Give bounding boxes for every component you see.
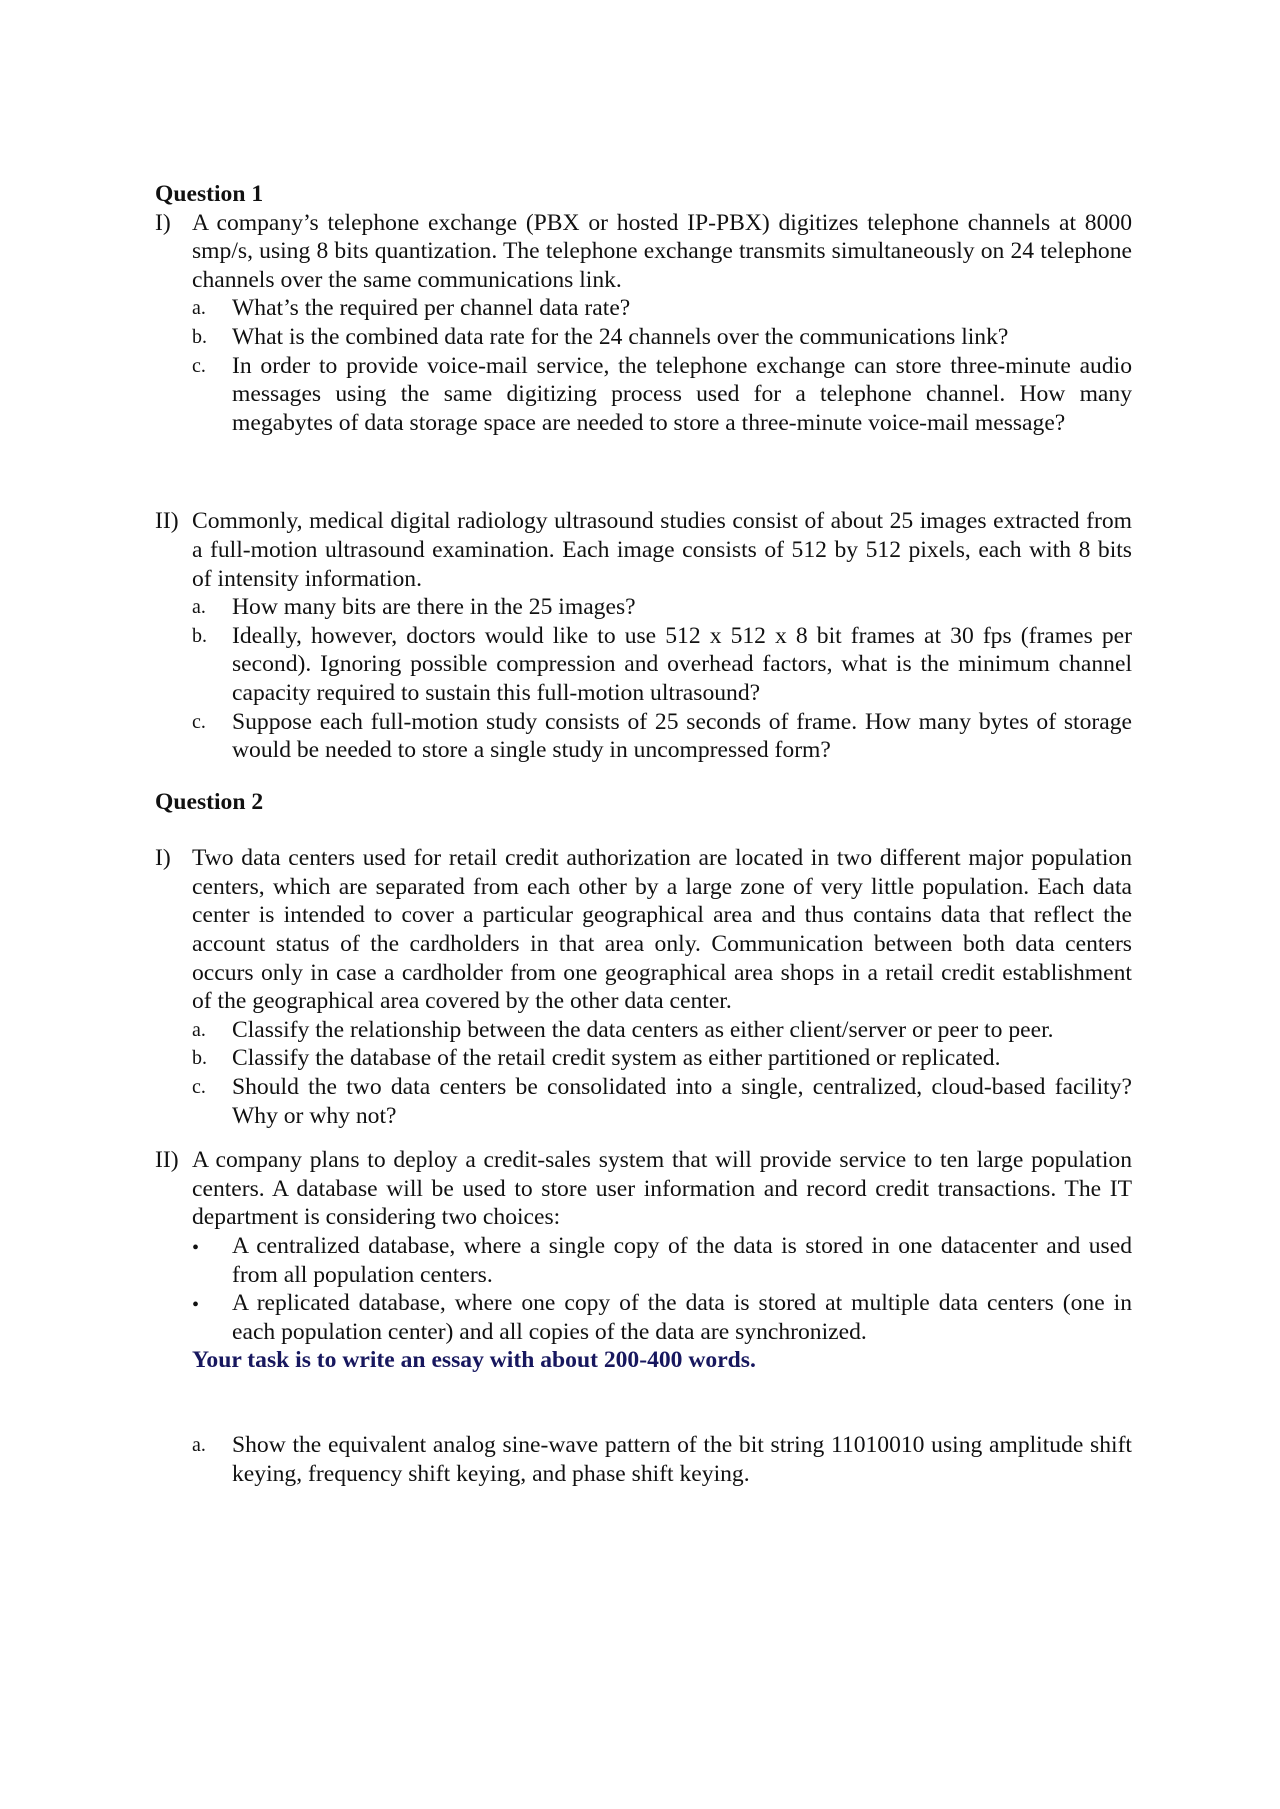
part-text: Two data centers used for retail credit authorization are located in two different major population centers, which are separated from each other by a large zone of very little population. Each data center is intended to cover a particular geographical area and thus contains data that reflect the account status of the cardholders in that area only. Communication between both data centers occurs only in case a cardholder from one geographical area shops in a retail credit establishment of the geographical area covered by the other data center. — [192, 845, 1132, 1015]
bullet-item — [192, 1289, 1132, 1346]
question-2-heading: Question 2 — [155, 788, 264, 815]
list-item — [192, 593, 1132, 622]
bullet-icon: • — [192, 1294, 200, 1317]
part-text: Commonly, medical digital radiology ultrasound studies consist of about 25 images extracted from a full-motion ultrasound examination. Each image consists of 512 by 512 pixels, each with 8 bits of intensity information. — [192, 508, 1132, 592]
bullet-icon: • — [192, 1237, 200, 1259]
item-label: c. — [192, 354, 206, 377]
q2-part-2-bullets — [155, 1232, 1132, 1346]
item-text: Suppose each full-motion study consists of 25 seconds of frame. How many bytes of storage would be needed to store a single study in uncompressed form? — [232, 708, 1132, 764]
item-label: b. — [192, 325, 207, 348]
list-item — [192, 294, 1132, 323]
q2-part-3-items — [155, 1431, 1132, 1488]
item-text: A replicated database, where one copy of the data is stored at multiple data centers (one in each population center) and all copies of the data are synchronized. — [232, 1290, 1132, 1345]
item-label: a. — [192, 1433, 206, 1456]
item-text: How many bits are there in the 25 images? — [232, 594, 636, 621]
q2-part-2 — [155, 1146, 1132, 1232]
q1-part-1 — [155, 209, 1132, 295]
question-1-heading: Question 1 — [155, 181, 264, 207]
list-item — [192, 323, 1132, 352]
part-text: A company’s telephone exchange (PBX or hosted IP-PBX) digitizes telephone channels at 8000 smp/s, using 8 bits quantization. The telephone exchange transmits simultaneously on 24 telephone channels over the same communications link. — [192, 209, 1132, 293]
part-number: II) — [155, 508, 179, 535]
q1-part-1-items — [155, 294, 1132, 437]
list-item — [192, 708, 1132, 765]
essay-task-instruction: Your task is to write an essay with about 200-400 words. — [192, 1347, 756, 1374]
list-item — [192, 1073, 1132, 1130]
item-label: c. — [192, 1076, 206, 1099]
item-text: Ideally, however, doctors would like to use 512 x 512 x 8 bit frames at 30 fps (frames per second). Ignoring possible compression and overhead factors, what is the minimum channel capacity required to sustain this full-motion ultrasound? — [232, 622, 1132, 706]
part-number: II) — [155, 1147, 179, 1174]
item-label: c. — [192, 710, 206, 733]
bullet-item — [192, 1232, 1132, 1289]
item-text: Show the equivalent analog sine-wave pattern of the bit string 11010010 using amplitude shift keying, frequency shift keying, and phase shift keying. — [232, 1431, 1132, 1487]
part-number: I) — [155, 845, 171, 872]
item-text: Classify the relationship between the data centers as either client/server or peer to peer. — [232, 1016, 1054, 1043]
list-item — [192, 1431, 1132, 1488]
item-text: Classify the database of the retail credit system as either partitioned or replicated. — [232, 1045, 1001, 1072]
part-number: I) — [155, 209, 171, 236]
part-text: A company plans to deploy a credit-sales system that will provide service to ten large population centers. A database will be used to store user information and record credit transactions. The IT department is considering two choices: — [192, 1147, 1132, 1231]
list-item — [192, 1016, 1132, 1045]
item-text: What’s the required per channel data rate? — [232, 295, 631, 322]
q1-part-2-items — [155, 593, 1132, 765]
list-item — [192, 622, 1132, 708]
item-text: A centralized database, where a single copy of the data is stored in one datacenter and used from all population centers. — [232, 1233, 1132, 1288]
q1-part-2 — [155, 507, 1132, 593]
item-label: b. — [192, 624, 207, 647]
item-text: Should the two data centers be consolidated into a single, centralized, cloud-based facility? Why or why not? — [232, 1074, 1132, 1129]
item-text: In order to provide voice-mail service, the telephone exchange can store three-minute audio messages using the same digitizing process used for a telephone channel. How many megabytes of data storage space are needed to store a three-minute voice-mail message? — [232, 352, 1132, 436]
item-label: a. — [192, 596, 206, 619]
q2-part-1 — [155, 844, 1132, 1016]
list-item — [192, 1044, 1132, 1073]
item-label: a. — [192, 1018, 206, 1041]
item-text: What is the combined data rate for the 24 channels over the communications link? — [232, 323, 1009, 350]
item-label: b. — [192, 1047, 207, 1070]
item-label: a. — [192, 297, 206, 320]
list-item — [192, 352, 1132, 438]
q2-part-1-items — [155, 1016, 1132, 1130]
